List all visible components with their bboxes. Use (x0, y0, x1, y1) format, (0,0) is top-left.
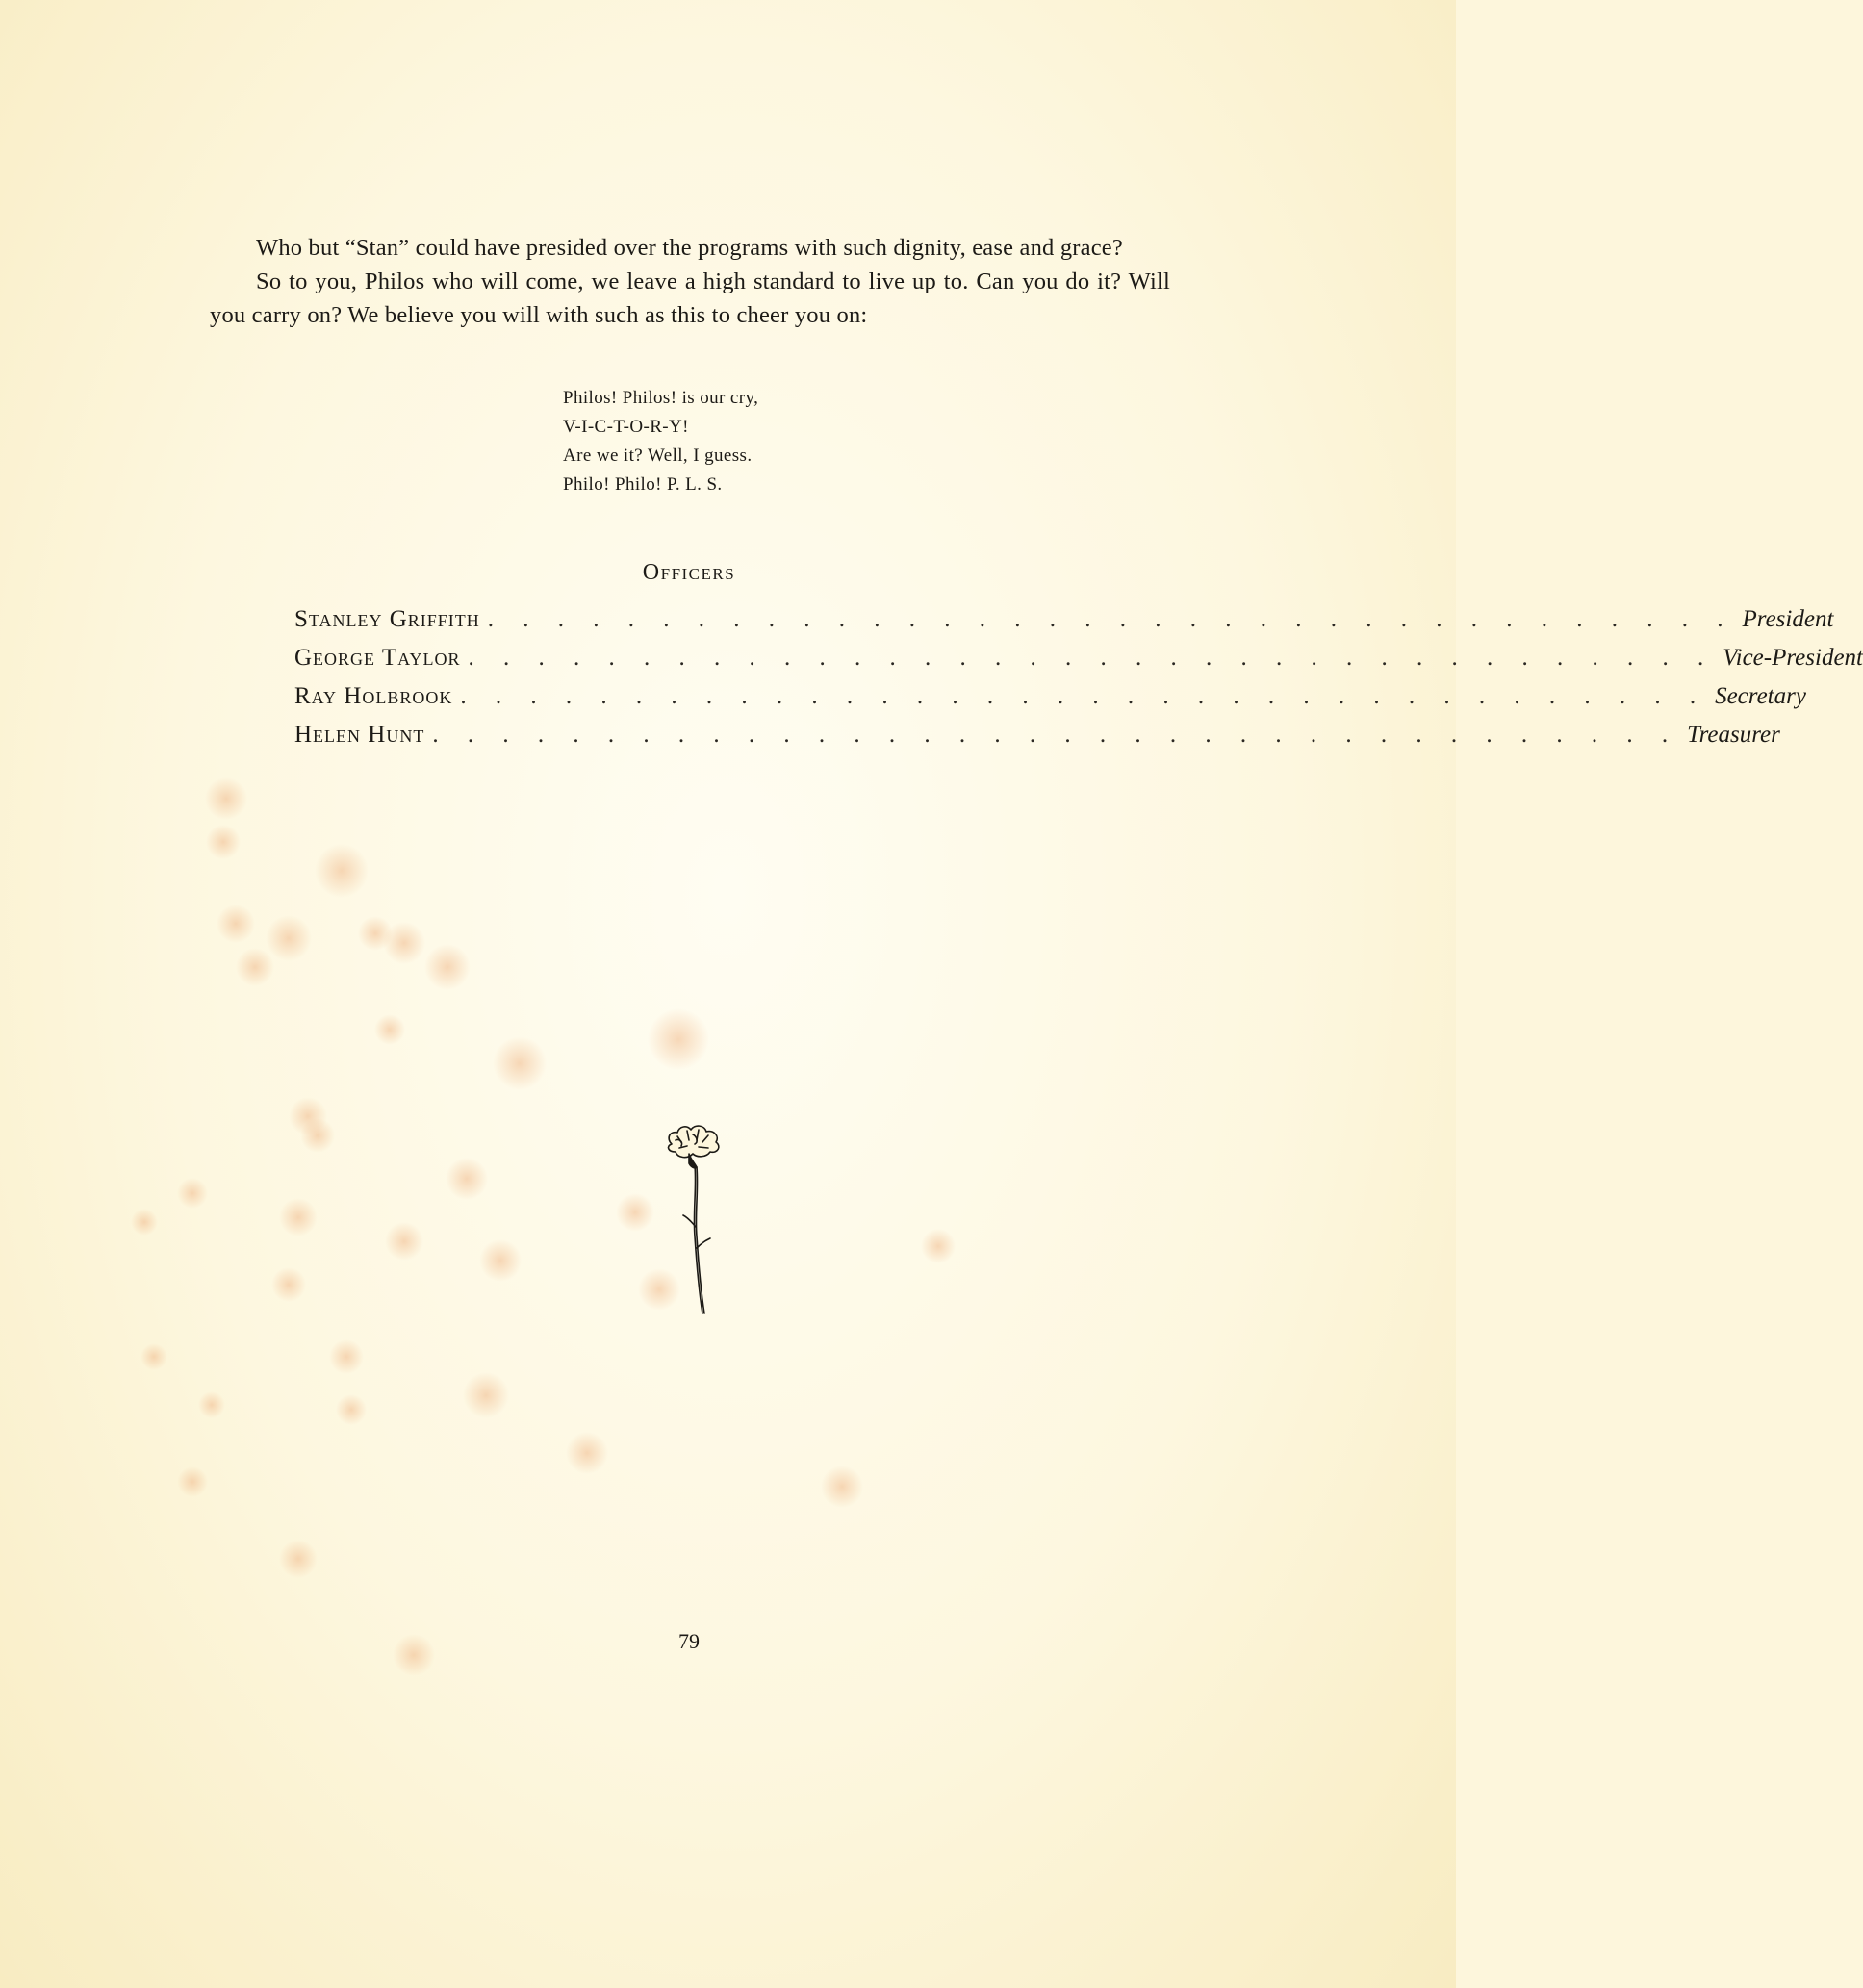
officers-list (294, 606, 1863, 760)
officer-row (294, 722, 1780, 760)
officer-title: Secretary (1715, 683, 1806, 709)
officer-name: Ray Holbrook (294, 683, 453, 709)
officers-heading: Officers (642, 560, 736, 585)
poem-line-3: Are we it? Well, I guess. (563, 446, 753, 466)
dot-leader: . . . . . . . . . . . . . . . . . . . . . . . . . . . . . . . . . . . . (468, 645, 1716, 671)
officer-title: Vice-President (1723, 645, 1863, 671)
poem-line-4: Philo! Philo! P. L. S. (563, 474, 723, 495)
dot-leader: . . . . . . . . . . . . . . . . . . . . . . . . . . . . . . . . . . . . (460, 683, 1708, 709)
officer-name: Stanley Griffith (294, 606, 480, 632)
officer-row (294, 683, 1806, 722)
officer-row (294, 645, 1863, 683)
poem-line-2: V-I-C-T-O-R-Y! (563, 417, 689, 437)
officer-name: Helen Hunt (294, 722, 425, 748)
carnation-icon (654, 1121, 731, 1323)
officer-name: George Taylor (294, 645, 461, 671)
cheer-poem (563, 384, 758, 499)
dot-leader: . . . . . . . . . . . . . . . . . . . . . . . . . . . . . . . . . . . . (487, 606, 1735, 632)
officer-title: President (1742, 606, 1834, 632)
officer-row (294, 606, 1834, 645)
body-text (210, 231, 1170, 332)
page-number: 79 (678, 1629, 700, 1653)
paragraph-2: So to you, Philos who will come, we leave a high standard to live up to. Can you do it? Will you carry on? We believe you will with such as this to cheer you on: (210, 268, 1170, 328)
paragraph-1: Who but “Stan” could have presided over the programs with such dignity, ease and grace? (256, 235, 1123, 261)
dot-leader: . . . . . . . . . . . . . . . . . . . . . . . . . . . . . . . . . . . . (432, 722, 1680, 748)
poem-line-1: Philos! Philos! is our cry, (563, 388, 759, 408)
officer-title: Treasurer (1687, 722, 1780, 748)
